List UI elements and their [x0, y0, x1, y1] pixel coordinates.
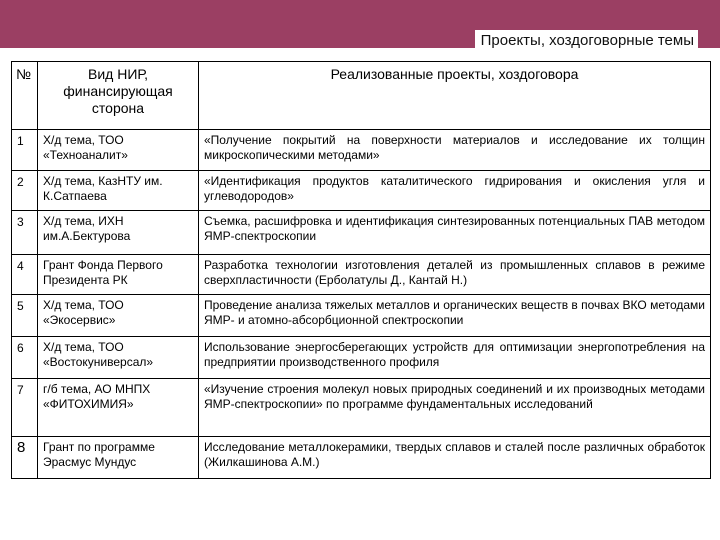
table-row — [12, 437, 711, 479]
title-strip — [0, 48, 720, 60]
row-type: Х/д тема, ТОО «Востокуниверсал» — [38, 337, 199, 379]
header-number: № — [12, 62, 38, 130]
row-number: 1 — [12, 130, 38, 171]
row-number: 6 — [12, 337, 38, 379]
row-number: 8 — [12, 437, 38, 479]
row-number: 4 — [12, 255, 38, 295]
table-row — [12, 337, 711, 379]
row-project: «Идентификация продуктов каталитического гидрирования и окисления угля и углеводородов» — [199, 171, 711, 211]
row-project: Съемка, расшифровка и идентификация синтезированных потенциальных ПАВ методом ЯМР-спектроскопии — [199, 211, 711, 255]
row-project: Разработка технологии изготовления деталей из промышленных сплавов в режиме сверхпластичности (Ерболатулы Д., Кантай Н.) — [199, 255, 711, 295]
header-type: Вид НИР, финансирующая сторона — [38, 62, 199, 130]
row-number: 3 — [12, 211, 38, 255]
table-row — [12, 130, 711, 171]
table-header-row — [12, 62, 711, 130]
row-type: Х/д тема, ТОО «Экосервис» — [38, 295, 199, 337]
table-row — [12, 379, 711, 437]
row-type: Х/д тема, ТОО «Техноаналит» — [38, 130, 199, 171]
table-row — [12, 211, 711, 255]
row-project: Использование энергосберегающих устройств для оптимизации энергопотребления на предприятии производственного профиля — [199, 337, 711, 379]
table-row — [12, 295, 711, 337]
row-project: «Изучение строения молекул новых природных соединений и их производных методами ЯМР-спектроскопии» по программе фундаментальных исследований — [199, 379, 711, 437]
row-number: 7 — [12, 379, 38, 437]
projects-table — [11, 61, 711, 479]
row-type: Грант Фонда Первого Президента РК — [38, 255, 199, 295]
row-type: Х/д тема, ИХН им.А.Бектурова — [38, 211, 199, 255]
table-row — [12, 255, 711, 295]
row-project: Проведение анализа тяжелых металлов и органических веществ в почвах ВКО методами ЯМР- и атомно-абсорбционной спектроскопии — [199, 295, 711, 337]
row-type: Грант по программе Эрасмус Мундус — [38, 437, 199, 479]
row-type: г/б тема, АО МНПХ «ФИТОХИМИЯ» — [38, 379, 199, 437]
row-type: Х/д тема, КазНТУ им. К.Сатпаева — [38, 171, 199, 211]
row-project: Исследование металлокерамики, твердых сплавов и сталей после различных обработок (Жилкашинова А.М.) — [199, 437, 711, 479]
row-number: 2 — [12, 171, 38, 211]
row-number: 5 — [12, 295, 38, 337]
table-row — [12, 171, 711, 211]
slide-title: Проекты, хоздоговорные темы — [475, 30, 698, 49]
row-project: «Получение покрытий на поверхности материалов и исследование их толщин микроскопическими методами» — [199, 130, 711, 171]
header-projects: Реализованные проекты, хоздоговора — [199, 62, 711, 130]
